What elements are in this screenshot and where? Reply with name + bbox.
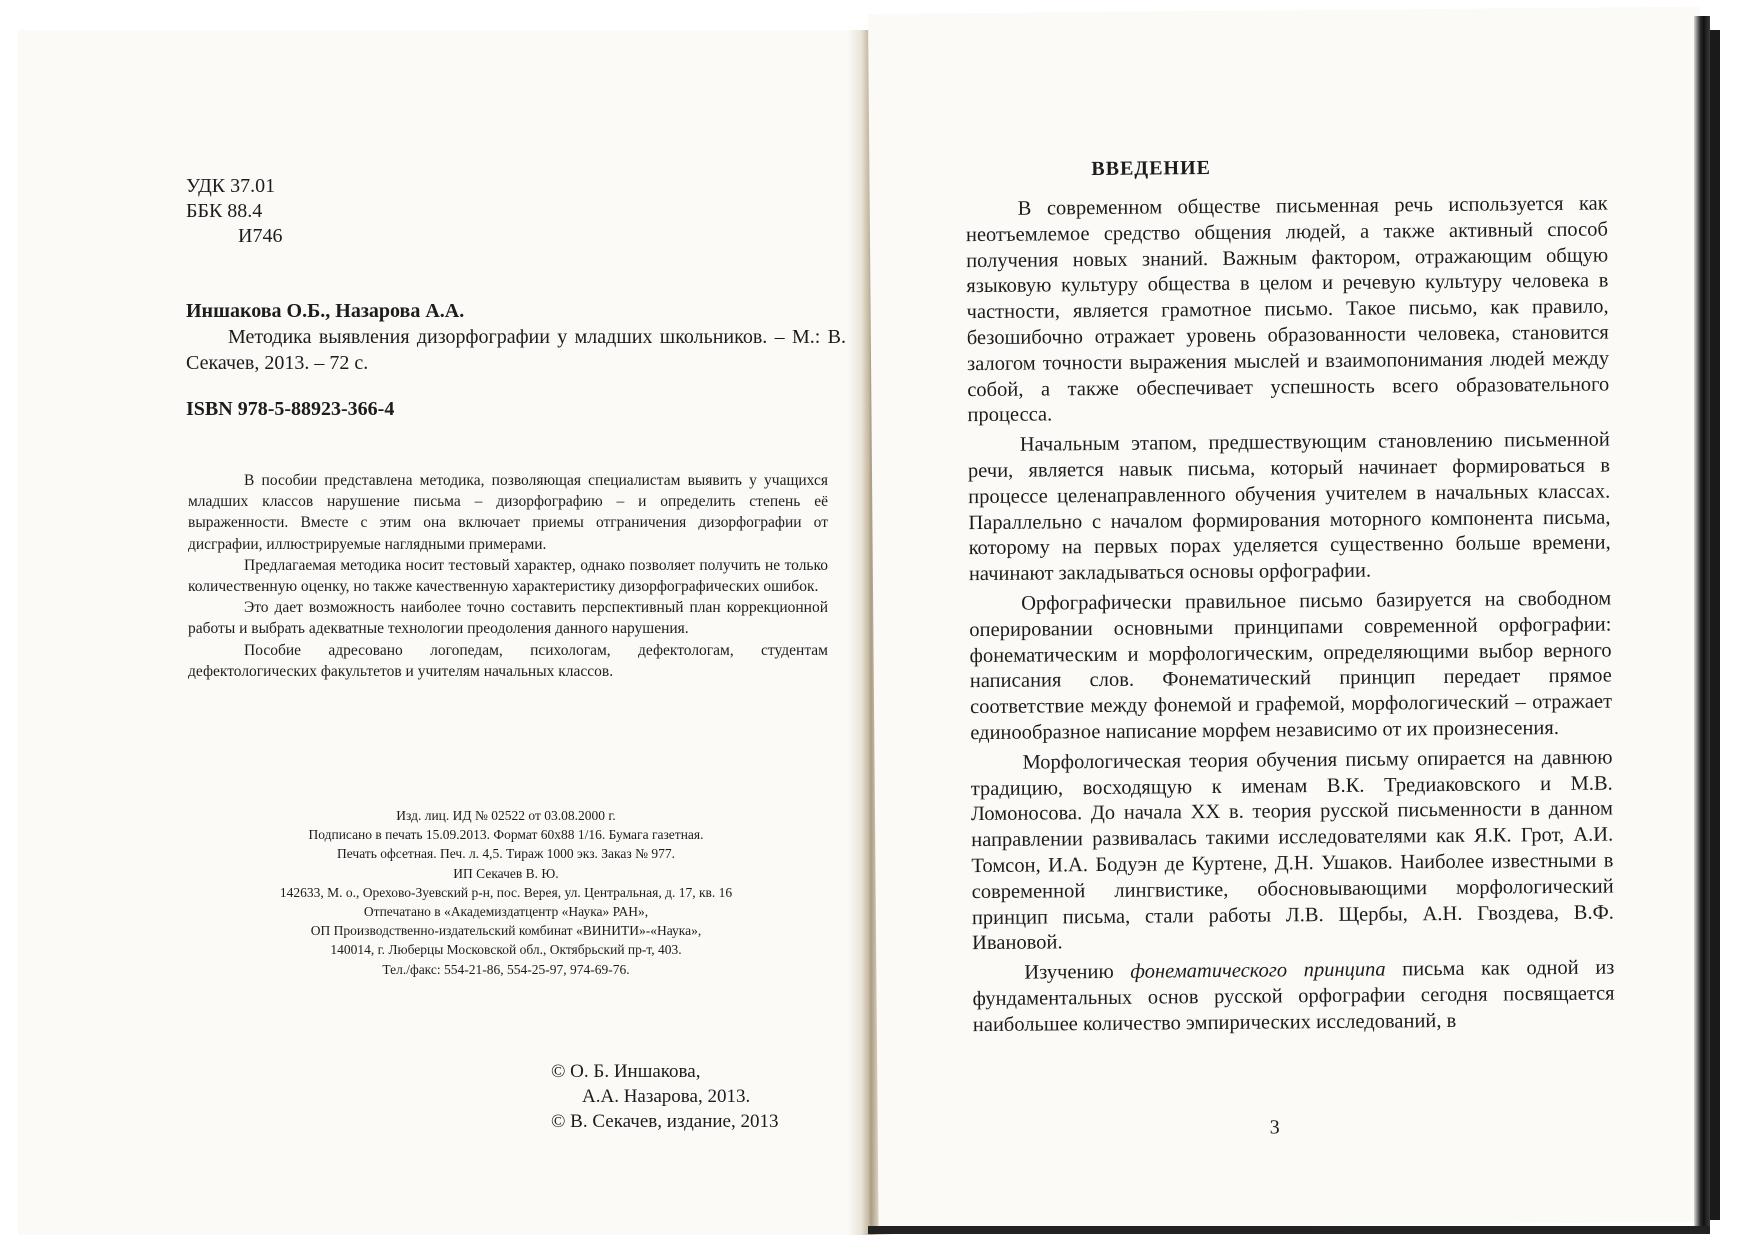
annotation-paragraph: Это дает возможность наиболее точно составить перспективный план коррекционной работы и выбрать адекватные технологии преодоления данного нарушения. [188, 599, 828, 638]
annotation-paragraph: Предлагаемая методика носит тестовый характер, однако позволяет получить не только количественную оценку, но также качественную характеристику дизорфографических ошибок. [188, 556, 828, 596]
author-mark: И746 [238, 225, 283, 247]
annotation [188, 470, 828, 682]
book-edge [868, 1226, 1710, 1234]
body-paragraph [972, 956, 1615, 1039]
classification-block [186, 174, 282, 249]
imprint [216, 806, 796, 979]
imprint-line: 140014, г. Люберцы Московской обл., Октябрьский пр-т, 403. [330, 942, 682, 958]
body-paragraph: В современном обществе письменная речь используется как неотъемлемое средство общения людей, а также активный способ получения новых знаний. Важным фактором, отражающим общую языковую культуру общества в целом и речевую культуру человека в частности, является грамотное письмо. Такое письмо, как правило, безошибочно отражает уровень образованности человека, становится залогом точности выражения мыслей и взаимопонимания людей между собой, а также обеспечивает успешность всего образовательного процесса. [965, 192, 1610, 427]
chapter-heading: ВВЕДЕНИЕ [1091, 157, 1212, 181]
body-paragraph: Морфологическая теория обучения письму опирается на давнюю традицию, восходящую к именам В.К. Тредиаковского и М.В. Ломоносова. До начала XX в. теория русской письменности в данном направлении развивалась такими исследователями как Я.К. Грот, А.И. Томсон, И.А. Бодуэн де Куртене, Д.Н. Ушаков. Наиболее известными в современной лингвистике, обосновывающими морфологический принцип письма, стали работы Л.В. Щербы, А.Н. Гвоздева, В.Ф. Ивановой. [970, 746, 1614, 955]
body-paragraph: Орфографически правильное письмо базируется на свободном оперировании основными принципами современной орфографии: фонематическим и морфологическим, определяющими выбор верного написания слов. Фонематический принцип передает прямое соответствие между фонемой и графемой, морфологический – отражает единообразное написание морфем независимо от их произнесения. [969, 587, 1613, 745]
isbn: ISBN 978-5-88923-366-4 [186, 398, 395, 420]
annotation-paragraph: Пособие адресовано логопедам, психологам, дефектологам, студентам дефектологических факультетов и учителям начальных классов. [188, 641, 828, 680]
copyright [551, 1059, 778, 1134]
paragraph-text: Изучению [1024, 960, 1131, 984]
bbk-code: ББК 88.4 [186, 200, 263, 222]
imprint-line: ИП Секачев В. Ю. [453, 865, 559, 881]
introduction-text [966, 192, 1615, 1043]
authors: Иншакова О.Б., Назарова А.А. [186, 300, 465, 322]
left-page [18, 30, 868, 1235]
imprint-line: 142633, М. о., Орехово-Зуевский р-н, пос. Верея, ул. Центральная, д. 17, кв. 16 [279, 884, 733, 900]
copyright-line: © В. Секачев, издание, 2013 [551, 1111, 779, 1132]
body-paragraph: Начальным этапом, предшествующим становлению письменной речи, является навык письма, который начинает формироваться в процессе целенаправленного обучения учителем в начальных классах. Параллельно с началом формирования моторного компонента письма, которому на первых порах уделяется существенно больше времени, начинают закладываться основы орфографии. [967, 428, 1611, 586]
imprint-line: Тел./факс: 554-21-86, 554-25-97, 974-69-76. [382, 961, 630, 977]
annotation-paragraph: В пособии представлена методика, позволяющая специалистам выявить у учащихся младших классов нарушение письма – дизорфографию – и определить степень её выраженности. Вместе с этим она включает приемы отграничения дизорфографии от дисграфии, иллюстрируемые наглядными примерами. [188, 472, 828, 553]
emphasized-term: фонематического принципа [1130, 958, 1386, 983]
book-edge [1710, 30, 1720, 1220]
book-title-line: Методика выявления дизорфографии у младших школьников. – М.: В. Секачев, 2013. – 72 с. [186, 326, 846, 374]
imprint-line: Отпечатано в «Академиздатцентр «Наука» РАН», [363, 904, 649, 920]
book-edge [1694, 16, 1710, 1234]
imprint-line: Подписано в печать 15.09.2013. Формат 60x88 1/16. Бумага газетная. [308, 827, 704, 843]
imprint-line: Изд. лиц. ИД № 02522 от 03.08.2000 г. [396, 808, 616, 823]
page-number: 3 [1269, 1116, 1280, 1139]
right-page [868, 7, 1711, 1229]
imprint-line: ОП Производственно-издательский комбинат «ВИНИТИ»-«Наука», [310, 923, 702, 939]
copyright-line: А.А. Назарова, 2013. [582, 1086, 751, 1107]
udk-code: УДК 37.01 [186, 175, 276, 197]
paragraph-text: письма как одной из фундаментальных основ русской орфографии сегодня посвящается наибольшее количество эмпирических исследований, в [972, 956, 1615, 1036]
copyright-line: © О. Б. Иншакова, [551, 1061, 701, 1082]
bibliographic-description [186, 324, 846, 376]
imprint-line: Печать офсетная. Печ. л. 4,5. Тираж 1000 экз. Заказ № 977. [337, 846, 675, 862]
